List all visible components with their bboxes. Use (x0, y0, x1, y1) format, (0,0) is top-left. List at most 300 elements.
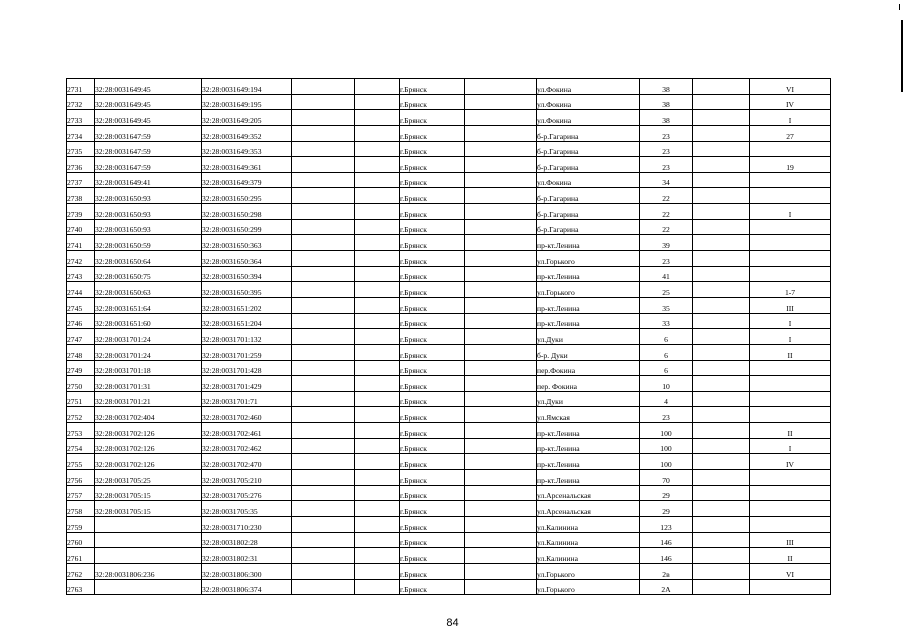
empty-cell (355, 470, 400, 486)
object-cadastral-number: 32:28:0031710:230 (202, 516, 292, 532)
object-cadastral-number: 32:28:0031649:195 (202, 94, 292, 110)
empty-cell (693, 329, 750, 345)
city-name: г.Брянск (400, 266, 465, 282)
table-row (67, 438, 831, 454)
object-cadastral-number: 32:28:0031806:300 (202, 563, 292, 579)
object-cadastral-number: 32:28:0031701:428 (202, 360, 292, 376)
land-cadastral-number: 32:28:0031650:93 (95, 219, 202, 235)
street-name: пр-кт.Ленина (537, 470, 640, 486)
row-number: 2735 (67, 141, 95, 157)
empty-cell (465, 407, 537, 423)
empty-cell (465, 188, 537, 204)
room-number: I (750, 204, 831, 220)
house-number: 6 (640, 329, 693, 345)
table-row (67, 157, 831, 173)
land-cadastral-number: 32:28:0031650:63 (95, 282, 202, 298)
empty-cell (693, 423, 750, 439)
empty-cell (355, 141, 400, 157)
empty-cell (693, 344, 750, 360)
object-cadastral-number: 32:28:0031650:295 (202, 188, 292, 204)
empty-cell (292, 204, 355, 220)
object-cadastral-number: 32:28:0031649:353 (202, 141, 292, 157)
empty-cell (465, 501, 537, 517)
object-cadastral-number: 32:28:0031650:363 (202, 235, 292, 251)
table-row (67, 219, 831, 235)
table-row (67, 423, 831, 439)
table-row (67, 266, 831, 282)
house-number: 146 (640, 532, 693, 548)
empty-cell (465, 125, 537, 141)
row-number: 2738 (67, 188, 95, 204)
object-cadastral-number: 32:28:0031650:364 (202, 251, 292, 267)
house-number: 35 (640, 297, 693, 313)
empty-cell (693, 204, 750, 220)
house-number: 22 (640, 204, 693, 220)
street-name: ул.Фокина (537, 110, 640, 126)
city-name: г.Брянск (400, 110, 465, 126)
street-name: ул.Дуки (537, 329, 640, 345)
city-name: г.Брянск (400, 391, 465, 407)
room-number (750, 376, 831, 392)
table-row (67, 376, 831, 392)
house-number: 100 (640, 423, 693, 439)
empty-cell (292, 141, 355, 157)
row-number: 2746 (67, 313, 95, 329)
room-number: II (750, 423, 831, 439)
street-name: пр-кт.Ленина (537, 297, 640, 313)
row-number: 2743 (67, 266, 95, 282)
table-row (67, 79, 831, 95)
land-cadastral-number: 32:28:0031705:25 (95, 470, 202, 486)
house-number: 25 (640, 282, 693, 298)
object-cadastral-number: 32:28:0031649:352 (202, 125, 292, 141)
table-row (67, 141, 831, 157)
empty-cell (355, 407, 400, 423)
empty-cell (292, 516, 355, 532)
empty-cell (465, 454, 537, 470)
empty-cell (693, 297, 750, 313)
table-row (67, 313, 831, 329)
empty-cell (355, 501, 400, 517)
city-name: г.Брянск (400, 423, 465, 439)
house-number: 123 (640, 516, 693, 532)
row-number: 2763 (67, 579, 95, 595)
empty-cell (693, 563, 750, 579)
room-number: II (750, 548, 831, 564)
row-number: 2731 (67, 79, 95, 95)
room-number (750, 516, 831, 532)
empty-cell (292, 157, 355, 173)
object-cadastral-number: 32:28:0031701:429 (202, 376, 292, 392)
empty-cell (693, 172, 750, 188)
empty-cell (465, 157, 537, 173)
empty-cell (355, 110, 400, 126)
empty-cell (693, 438, 750, 454)
empty-cell (465, 376, 537, 392)
house-number: 23 (640, 125, 693, 141)
street-name: б-р. Дуки (537, 344, 640, 360)
land-cadastral-number: 32:28:0031702:126 (95, 454, 202, 470)
row-number: 2741 (67, 235, 95, 251)
empty-cell (292, 79, 355, 95)
empty-cell (292, 423, 355, 439)
street-name: пр-кт.Ленина (537, 235, 640, 251)
land-cadastral-number: 32:28:0031650:93 (95, 188, 202, 204)
street-name: б-р.Гагарина (537, 219, 640, 235)
street-name: пр-кт.Ленина (537, 266, 640, 282)
room-number (750, 485, 831, 501)
object-cadastral-number: 32:28:0031649:361 (202, 157, 292, 173)
table-row (67, 470, 831, 486)
row-number: 2736 (67, 157, 95, 173)
object-cadastral-number: 32:28:0031650:298 (202, 204, 292, 220)
street-name: б-р.Гагарина (537, 157, 640, 173)
room-number: III (750, 297, 831, 313)
object-cadastral-number: 32:28:0031705:210 (202, 470, 292, 486)
land-cadastral-number (95, 516, 202, 532)
city-name: г.Брянск (400, 94, 465, 110)
street-name: пр-кт.Ленина (537, 454, 640, 470)
house-number: 23 (640, 251, 693, 267)
empty-cell (465, 313, 537, 329)
house-number: 41 (640, 266, 693, 282)
street-name: пр-кт.Ленина (537, 313, 640, 329)
empty-cell (355, 329, 400, 345)
empty-cell (693, 516, 750, 532)
room-number (750, 251, 831, 267)
row-number: 2757 (67, 485, 95, 501)
empty-cell (292, 501, 355, 517)
object-cadastral-number: 32:28:0031650:394 (202, 266, 292, 282)
land-cadastral-number: 32:28:0031702:126 (95, 438, 202, 454)
object-cadastral-number: 32:28:0031650:299 (202, 219, 292, 235)
table-row (67, 94, 831, 110)
row-number: 2760 (67, 532, 95, 548)
street-name: ул.Калинина (537, 532, 640, 548)
empty-cell (465, 235, 537, 251)
empty-cell (465, 360, 537, 376)
empty-cell (693, 532, 750, 548)
scan-edge-mark-top (899, 4, 900, 10)
city-name: г.Брянск (400, 79, 465, 95)
land-cadastral-number: 32:28:0031705:15 (95, 485, 202, 501)
empty-cell (693, 391, 750, 407)
empty-cell (292, 391, 355, 407)
row-number: 2755 (67, 454, 95, 470)
row-number: 2752 (67, 407, 95, 423)
land-cadastral-number: 32:28:0031806:236 (95, 563, 202, 579)
empty-cell (693, 407, 750, 423)
empty-cell (465, 282, 537, 298)
room-number: 19 (750, 157, 831, 173)
room-number: IV (750, 94, 831, 110)
room-number: I (750, 313, 831, 329)
empty-cell (292, 172, 355, 188)
room-number (750, 219, 831, 235)
room-number: VI (750, 563, 831, 579)
row-number: 2750 (67, 376, 95, 392)
object-cadastral-number: 32:28:0031702:470 (202, 454, 292, 470)
empty-cell (693, 141, 750, 157)
room-number (750, 579, 831, 595)
empty-cell (292, 110, 355, 126)
street-name: пер.Фокина (537, 360, 640, 376)
land-cadastral-number: 32:28:0031701:24 (95, 329, 202, 345)
empty-cell (465, 563, 537, 579)
row-number: 2734 (67, 125, 95, 141)
row-number: 2744 (67, 282, 95, 298)
empty-cell (355, 157, 400, 173)
city-name: г.Брянск (400, 532, 465, 548)
table-row (67, 501, 831, 517)
room-number: I (750, 329, 831, 345)
empty-cell (355, 235, 400, 251)
land-cadastral-number: 32:28:0031651:60 (95, 313, 202, 329)
street-name: ул.Дуки (537, 391, 640, 407)
table-row (67, 407, 831, 423)
object-cadastral-number: 32:28:0031802:31 (202, 548, 292, 564)
street-name: ул.Калинина (537, 548, 640, 564)
object-cadastral-number: 32:28:0031651:204 (202, 313, 292, 329)
land-cadastral-number: 32:28:0031705:15 (95, 501, 202, 517)
house-number: 22 (640, 219, 693, 235)
city-name: г.Брянск (400, 204, 465, 220)
empty-cell (355, 125, 400, 141)
table-row (67, 282, 831, 298)
city-name: г.Брянск (400, 485, 465, 501)
land-cadastral-number (95, 532, 202, 548)
street-name: б-р.Гагарина (537, 125, 640, 141)
empty-cell (465, 438, 537, 454)
city-name: г.Брянск (400, 360, 465, 376)
table-row (67, 391, 831, 407)
house-number: 23 (640, 157, 693, 173)
empty-cell (355, 579, 400, 595)
city-name: г.Брянск (400, 141, 465, 157)
land-cadastral-number: 32:28:0031651:64 (95, 297, 202, 313)
land-cadastral-number: 32:28:0031650:93 (95, 204, 202, 220)
empty-cell (693, 313, 750, 329)
land-cadastral-number: 32:28:0031649:45 (95, 94, 202, 110)
house-number: 70 (640, 470, 693, 486)
row-number: 2762 (67, 563, 95, 579)
table-row (67, 297, 831, 313)
land-cadastral-number: 32:28:0031702:126 (95, 423, 202, 439)
row-number: 2758 (67, 501, 95, 517)
room-number: IV (750, 454, 831, 470)
house-number: 39 (640, 235, 693, 251)
street-name: ул.Арсенальская (537, 501, 640, 517)
row-number: 2739 (67, 204, 95, 220)
object-cadastral-number: 32:28:0031649:194 (202, 79, 292, 95)
land-cadastral-number: 32:28:0031647:59 (95, 141, 202, 157)
property-registry-table (66, 78, 831, 595)
row-number: 2753 (67, 423, 95, 439)
room-number (750, 501, 831, 517)
object-cadastral-number: 32:28:0031651:202 (202, 297, 292, 313)
empty-cell (292, 579, 355, 595)
object-cadastral-number: 32:28:0031701:71 (202, 391, 292, 407)
land-cadastral-number: 32:28:0031650:59 (95, 235, 202, 251)
empty-cell (355, 313, 400, 329)
room-number (750, 470, 831, 486)
empty-cell (292, 94, 355, 110)
land-cadastral-number (95, 579, 202, 595)
city-name: г.Брянск (400, 235, 465, 251)
land-cadastral-number: 32:28:0031701:21 (95, 391, 202, 407)
empty-cell (292, 329, 355, 345)
empty-cell (355, 344, 400, 360)
table-row (67, 454, 831, 470)
empty-cell (355, 266, 400, 282)
empty-cell (693, 188, 750, 204)
house-number: 146 (640, 548, 693, 564)
empty-cell (292, 407, 355, 423)
city-name: г.Брянск (400, 251, 465, 267)
room-number: III (750, 532, 831, 548)
empty-cell (292, 563, 355, 579)
room-number (750, 391, 831, 407)
room-number (750, 407, 831, 423)
row-number: 2742 (67, 251, 95, 267)
table-row (67, 188, 831, 204)
city-name: г.Брянск (400, 501, 465, 517)
street-name: б-р.Гагарина (537, 141, 640, 157)
house-number: 2А (640, 579, 693, 595)
empty-cell (355, 376, 400, 392)
empty-cell (292, 548, 355, 564)
city-name: г.Брянск (400, 470, 465, 486)
empty-cell (693, 266, 750, 282)
empty-cell (465, 329, 537, 345)
row-number: 2749 (67, 360, 95, 376)
city-name: г.Брянск (400, 438, 465, 454)
empty-cell (292, 454, 355, 470)
room-number: I (750, 110, 831, 126)
room-number: II (750, 344, 831, 360)
table-row (67, 360, 831, 376)
street-name: ул.Горького (537, 563, 640, 579)
empty-cell (693, 454, 750, 470)
room-number: VI (750, 79, 831, 95)
land-cadastral-number: 32:28:0031701:24 (95, 344, 202, 360)
land-cadastral-number: 32:28:0031649:45 (95, 79, 202, 95)
house-number: 2в (640, 563, 693, 579)
row-number: 2748 (67, 344, 95, 360)
empty-cell (693, 219, 750, 235)
land-cadastral-number: 32:28:0031647:59 (95, 157, 202, 173)
house-number: 6 (640, 344, 693, 360)
city-name: г.Брянск (400, 516, 465, 532)
empty-cell (465, 141, 537, 157)
street-name: б-р.Гагарина (537, 204, 640, 220)
empty-cell (693, 94, 750, 110)
empty-cell (292, 344, 355, 360)
table-row (67, 548, 831, 564)
empty-cell (355, 516, 400, 532)
house-number: 34 (640, 172, 693, 188)
object-cadastral-number: 32:28:0031702:460 (202, 407, 292, 423)
table-row (67, 516, 831, 532)
empty-cell (693, 485, 750, 501)
empty-cell (465, 204, 537, 220)
empty-cell (355, 79, 400, 95)
empty-cell (693, 376, 750, 392)
house-number: 33 (640, 313, 693, 329)
empty-cell (693, 157, 750, 173)
empty-cell (292, 470, 355, 486)
empty-cell (355, 297, 400, 313)
house-number: 100 (640, 454, 693, 470)
row-number: 2756 (67, 470, 95, 486)
table-row (67, 125, 831, 141)
empty-cell (292, 282, 355, 298)
empty-cell (292, 438, 355, 454)
land-cadastral-number: 32:28:0031701:18 (95, 360, 202, 376)
empty-cell (292, 125, 355, 141)
empty-cell (292, 297, 355, 313)
house-number: 22 (640, 188, 693, 204)
street-name: ул.Горького (537, 251, 640, 267)
object-cadastral-number: 32:28:0031806:374 (202, 579, 292, 595)
empty-cell (465, 79, 537, 95)
empty-cell (355, 282, 400, 298)
empty-cell (292, 266, 355, 282)
street-name: ул.Фокина (537, 172, 640, 188)
empty-cell (465, 579, 537, 595)
empty-cell (355, 219, 400, 235)
house-number: 4 (640, 391, 693, 407)
empty-cell (693, 251, 750, 267)
city-name: г.Брянск (400, 297, 465, 313)
city-name: г.Брянск (400, 313, 465, 329)
land-cadastral-number: 32:28:0031649:41 (95, 172, 202, 188)
table-row (67, 532, 831, 548)
row-number: 2759 (67, 516, 95, 532)
street-name: пр-кт.Ленина (537, 423, 640, 439)
empty-cell (693, 470, 750, 486)
street-name: ул.Ямская (537, 407, 640, 423)
house-number: 38 (640, 79, 693, 95)
empty-cell (465, 423, 537, 439)
table-row (67, 344, 831, 360)
empty-cell (355, 204, 400, 220)
empty-cell (465, 172, 537, 188)
empty-cell (355, 438, 400, 454)
object-cadastral-number: 32:28:0031701:259 (202, 344, 292, 360)
object-cadastral-number: 32:28:0031705:276 (202, 485, 292, 501)
page-number: 84 (446, 617, 459, 629)
empty-cell (465, 516, 537, 532)
empty-cell (465, 219, 537, 235)
city-name: г.Брянск (400, 548, 465, 564)
empty-cell (693, 125, 750, 141)
street-name: ул.Фокина (537, 79, 640, 95)
house-number: 100 (640, 438, 693, 454)
land-cadastral-number: 32:28:0031701:31 (95, 376, 202, 392)
table-row (67, 251, 831, 267)
row-number: 2740 (67, 219, 95, 235)
city-name: г.Брянск (400, 329, 465, 345)
object-cadastral-number: 32:28:0031705:35 (202, 501, 292, 517)
house-number: 10 (640, 376, 693, 392)
empty-cell (465, 470, 537, 486)
empty-cell (465, 94, 537, 110)
table-row (67, 579, 831, 595)
object-cadastral-number: 32:28:0031650:395 (202, 282, 292, 298)
empty-cell (355, 251, 400, 267)
object-cadastral-number: 32:28:0031701:132 (202, 329, 292, 345)
